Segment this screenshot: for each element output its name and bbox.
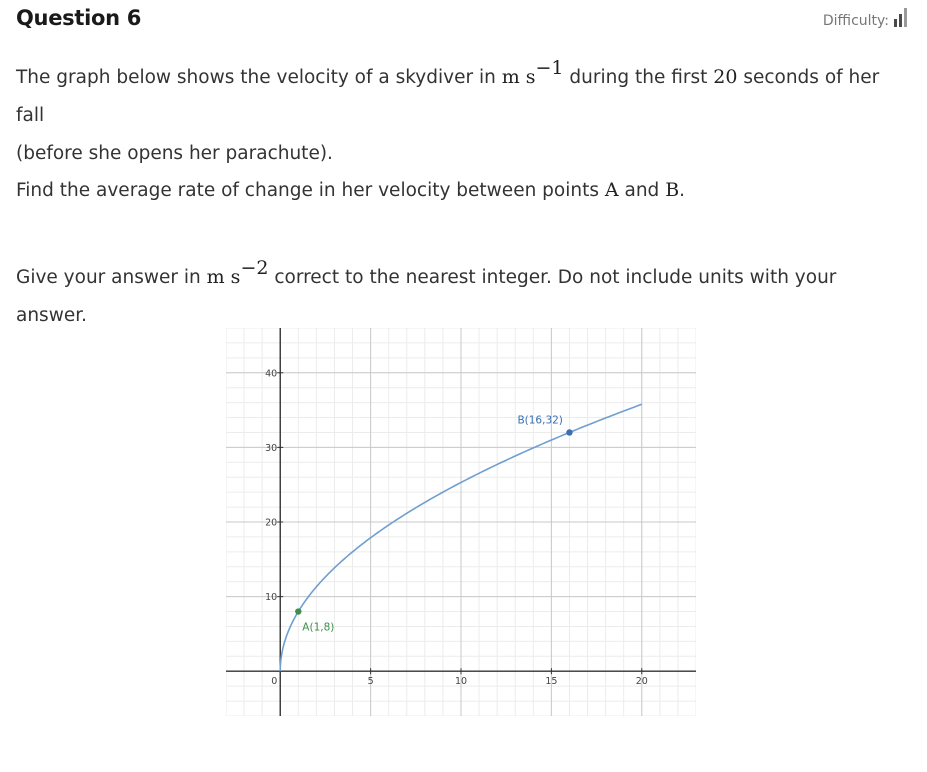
y-tick-label: 20: [265, 517, 278, 529]
x-tick-label: 10: [454, 676, 468, 688]
difficulty-bars-icon: [894, 8, 907, 27]
question-paragraph-2: Find the average rate of change in her velocity between points A and B.: [16, 179, 686, 201]
x-tick-label: 15: [545, 676, 558, 688]
x-tick-label: 5: [367, 676, 374, 688]
x-tick-label: 20: [635, 676, 648, 688]
y-tick-label: 30: [265, 442, 278, 454]
point-marker-b: [566, 429, 572, 435]
point-label-b: B(16,32): [517, 414, 563, 427]
point-marker-a: [295, 608, 301, 614]
difficulty-indicator: [823, 8, 907, 29]
question-paragraph-1: The graph below shows the velocity of a skydiver in m $s^{-1}$ during the first 20 seconds of her fall (before she opens her parachute).: [16, 57, 880, 165]
point-label-a: A(1,8): [302, 621, 335, 634]
y-tick-label: 40: [265, 368, 278, 380]
question-paragraph-3: Give your answer in m $s^{-2}$ correct to the nearest integer. Do not include units with your answer.: [16, 257, 837, 327]
velocity-chart-svg: [226, 328, 696, 716]
y-tick-label: 10: [265, 592, 278, 604]
question-title: Question 6: [16, 6, 142, 30]
velocity-graph: [226, 328, 696, 716]
x-tick-label: 0: [271, 676, 278, 688]
difficulty-label: Difficulty:: [822, 13, 889, 29]
